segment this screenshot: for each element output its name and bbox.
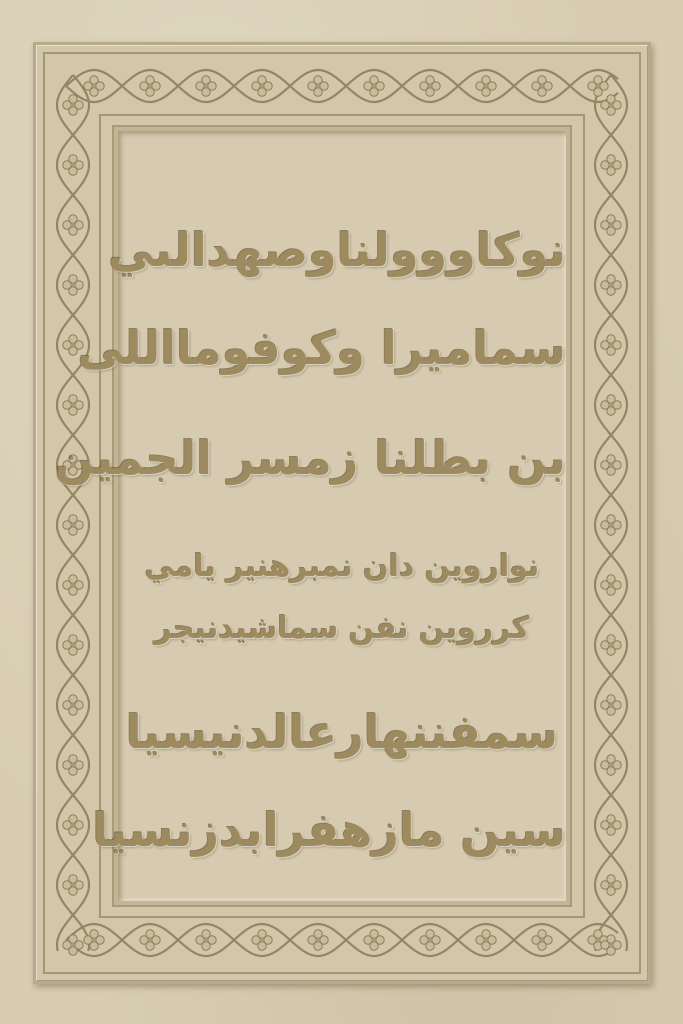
flower-ornament (601, 335, 621, 355)
flower-ornament (308, 930, 328, 950)
inscription-line-6: سمفننهارعالدنيسيا (125, 705, 559, 759)
flower-ornament (420, 76, 440, 96)
flower-ornament (252, 76, 272, 96)
flower-ornament (601, 755, 621, 775)
flower-ornament (196, 76, 216, 96)
flower-ornament (601, 575, 621, 595)
inscription-line-4: نواروين دان نمبرهنير يامي (144, 549, 540, 584)
flower-ornament (63, 215, 83, 235)
inscription-line-5: كرروين نفن سماشيدنيجر (154, 611, 530, 646)
flower-ornament (364, 930, 384, 950)
flower-ornament (308, 76, 328, 96)
inscription-line-1: نوكاووولناوصهدالىي (108, 223, 566, 277)
carved-plaque (33, 42, 651, 984)
flower-ornament (63, 635, 83, 655)
flower-ornament (601, 875, 621, 895)
flower-ornament (196, 930, 216, 950)
flower-ornament (601, 815, 621, 835)
flower-ornament (63, 515, 83, 535)
flower-ornament (601, 395, 621, 415)
flower-ornament (476, 76, 496, 96)
flower-ornament (601, 455, 621, 475)
flower-ornament (532, 930, 552, 950)
flower-ornament (63, 815, 83, 835)
flower-ornament (601, 155, 621, 175)
flower-ornament (588, 76, 608, 96)
flower-ornament (601, 95, 621, 115)
flower-ornament (140, 76, 160, 96)
inscription-panel (54, 127, 570, 905)
flower-ornament (63, 755, 83, 775)
flower-ornament (63, 395, 83, 415)
flower-ornament (601, 635, 621, 655)
flower-ornament (140, 930, 160, 950)
flower-ornament (364, 76, 384, 96)
flower-ornament (476, 930, 496, 950)
flower-ornament (601, 215, 621, 235)
flower-ornament (601, 515, 621, 535)
flower-ornament (63, 155, 83, 175)
flower-ornament (63, 875, 83, 895)
inscription-line-7: سين مازهفرابدزنسيا (92, 803, 566, 857)
flower-ornament (420, 930, 440, 950)
inscription-lines (54, 131, 566, 901)
flower-ornament (601, 695, 621, 715)
flower-ornament (63, 695, 83, 715)
flower-ornament (63, 575, 83, 595)
inscription-line-2: سماميرا وكوفومااللى (77, 321, 566, 375)
flower-ornament (252, 930, 272, 950)
flower-ornament (532, 76, 552, 96)
flower-ornament (63, 275, 83, 295)
inscription-line-3: بن بطلنا زمسر الجمين (54, 431, 566, 485)
flower-ornament (601, 275, 621, 295)
